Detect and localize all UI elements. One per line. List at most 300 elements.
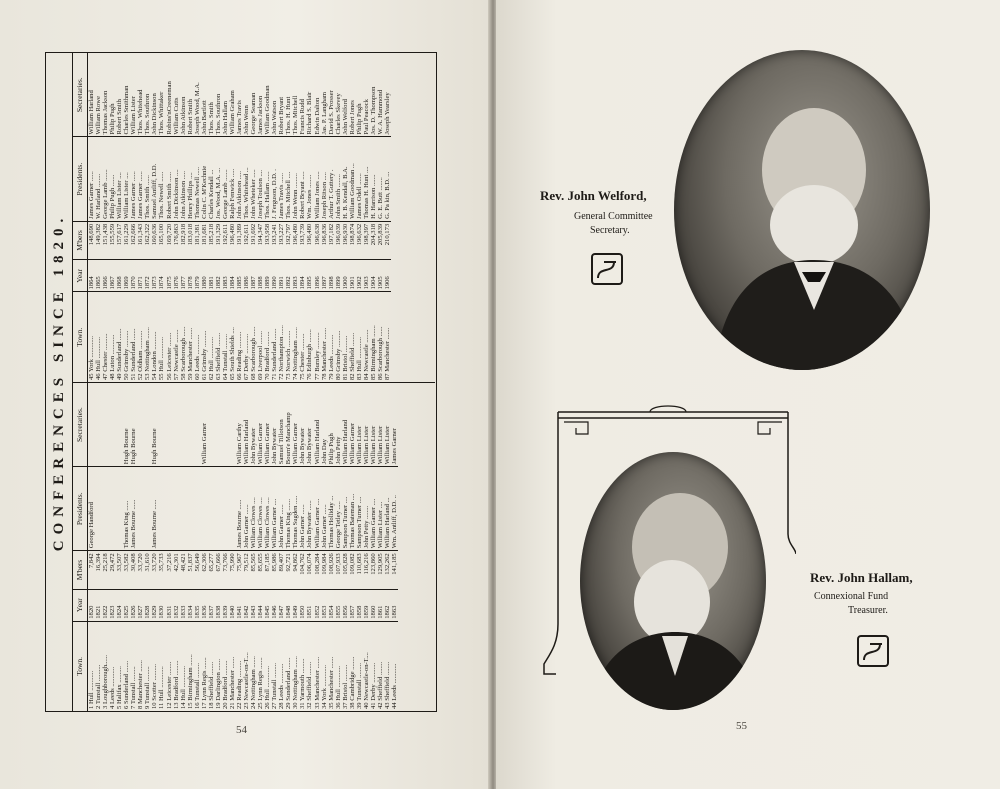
table-row — [194, 383, 201, 711]
cell-secretary: William Graham — [228, 90, 236, 135]
table-row — [137, 53, 144, 382]
cell-town: 35 Manchester ....... — [328, 621, 335, 711]
table-row — [109, 53, 116, 382]
cell-town: 74 Nottingham ....... — [292, 292, 299, 382]
cell-president: Thos. Hallam ...... — [264, 137, 271, 221]
left-page — [0, 0, 492, 789]
cell-members: 132,262 — [384, 551, 391, 589]
cell-president — [194, 467, 201, 551]
portrait-john-welford — [674, 50, 930, 370]
cell-secretary — [180, 383, 187, 467]
table-row — [271, 383, 278, 711]
cell-year: 1882 — [215, 260, 222, 292]
cell-town: 46 Hull ............. — [95, 292, 102, 382]
cell-town: 53 Nottingham ....... — [144, 292, 151, 382]
cell-secretary: Francis Rudd — [299, 99, 307, 135]
cell-town: 3 Loughborough...... — [102, 621, 109, 711]
cell-year: 1901 — [349, 260, 356, 292]
cell-year: 1895 — [306, 260, 313, 292]
cell-secretary: Joseph Wood, M.A. — [193, 82, 201, 135]
cell-year: 1831 — [166, 589, 173, 621]
cell-town: 8 Manchester ....... — [137, 621, 144, 711]
cell-members: 196,632 — [356, 221, 363, 259]
cell-year: 1873 — [151, 260, 158, 292]
cell-members: 198,874 — [349, 221, 356, 259]
cell-year: 1886 — [243, 260, 250, 292]
cell-secretary — [137, 383, 144, 467]
cell-year: 1832 — [173, 589, 180, 621]
cell-town: 27 Tunstall ......... — [271, 621, 278, 711]
cell-town: 31 Yarmouth ......... — [299, 621, 306, 711]
cell-members: 185,218 — [208, 221, 215, 259]
table-row — [306, 53, 313, 382]
cell-secretary: Thos. Smith — [207, 102, 215, 135]
cell-town: 10 Scotter .......... — [151, 621, 158, 711]
conferences-table-wrapper — [45, 52, 437, 712]
cell-president: John Garner ...... — [299, 467, 306, 551]
cell-president: Thomas Sugden ..... — [292, 467, 299, 551]
cell-secretary — [208, 383, 215, 467]
table-row — [158, 53, 165, 382]
cell-members: 165,100 — [158, 221, 165, 259]
cell-town: 1 Hull ............ — [88, 621, 96, 711]
caption-name-welford: Rev. John Welford, — [540, 188, 647, 203]
table-row — [208, 53, 215, 382]
cell-town: 64 Tunstall ......... — [222, 292, 229, 382]
cell-year: 1821 — [95, 589, 102, 621]
cell-secretary: John Watson — [271, 100, 279, 135]
cell-president: G. Pa kin, B.D. ... — [384, 137, 391, 221]
cell-year: 1881 — [208, 260, 215, 292]
cell-town: 38 Cambridge ........ — [349, 621, 356, 711]
cell-president: William Harland ... — [384, 467, 391, 551]
cell-year: 1823 — [109, 589, 116, 621]
page-number-left: 54 — [236, 724, 247, 736]
cell-town: 83 Hull ............. — [356, 292, 363, 382]
table-row — [173, 53, 180, 382]
cell-president: Thos. Smith ...... — [144, 137, 151, 221]
table-row — [384, 53, 391, 382]
cell-year: 1826 — [130, 589, 137, 621]
cell-year: 1842 — [243, 589, 250, 621]
cell-president — [102, 467, 109, 551]
cell-members: 48,421 — [180, 551, 187, 589]
table-row — [278, 383, 285, 711]
table-row — [180, 53, 187, 382]
cell-year: 1852 — [314, 589, 321, 621]
cell-members: 193,227 — [278, 221, 285, 259]
cell-town: 47 Chester .......... — [102, 292, 109, 382]
cell-town: 85 Birmingham ....... — [370, 292, 377, 382]
table-row — [250, 53, 257, 382]
table-row — [144, 53, 151, 382]
portrait-john-hallam — [580, 452, 766, 710]
table-row — [363, 53, 370, 382]
table-row — [151, 383, 158, 711]
table-row — [278, 53, 285, 382]
cell-secretary: Joseph Yearsley — [383, 92, 391, 135]
cell-town: 5 Halifax .......... — [116, 621, 123, 711]
cell-secretary: Thos. Whittaker — [158, 91, 166, 135]
cell-year: 1906 — [384, 260, 391, 292]
cell-president: J. Ferguson, D.D. . — [271, 137, 278, 221]
cell-president — [95, 467, 102, 551]
cell-members: 191,329 — [215, 221, 222, 259]
cell-year: 1849 — [292, 589, 299, 621]
caption-name-hallam: Rev. John Hallam, — [810, 570, 913, 585]
cell-town: 28 Leeds ............ — [278, 621, 285, 711]
cell-town: 36 Hull ............. — [335, 621, 342, 711]
table-row — [370, 383, 377, 711]
table-row — [243, 53, 250, 382]
cell-town: 56 Leicester ........ — [166, 292, 173, 382]
cell-president: James Garner ...... — [130, 137, 137, 221]
cell-secretary: Charles Skevey — [334, 93, 342, 135]
cell-secretary: Thos. Mitchell — [292, 95, 300, 135]
cell-town: 51 Sunderland ....... — [130, 292, 137, 382]
cell-president: Thomas Bateman .... — [349, 467, 356, 551]
cell-year: 1844 — [257, 589, 264, 621]
cell-president — [187, 467, 194, 551]
cell-members: 192,611 — [243, 221, 250, 259]
table-row — [356, 383, 363, 711]
cell-members: 196,930 — [342, 221, 349, 259]
caption-role-hallam-1: Connexional Fund — [814, 591, 889, 602]
cell-members: 73,766 — [222, 551, 229, 589]
cell-secretary: William Lister — [355, 425, 363, 465]
table-row — [328, 53, 335, 382]
table-row — [201, 383, 208, 711]
cell-secretary: John Bywater — [250, 427, 258, 465]
cell-secretary: John Day — [320, 439, 328, 465]
cell-secretary — [166, 383, 173, 467]
table-row — [123, 53, 130, 382]
table-row — [328, 383, 335, 711]
cell-town: 37 Bristol .......... — [342, 621, 349, 711]
cell-president: George Lamb ....... — [102, 137, 109, 221]
cell-members: 204,318 — [370, 221, 377, 259]
table-row — [391, 383, 398, 711]
cell-president: John Garner ...... — [243, 467, 250, 551]
table-row — [151, 53, 158, 382]
cell-town: 29 Sunderland ....... — [285, 621, 292, 711]
cell-secretary: William Lister — [130, 96, 138, 135]
cell-president: John Atkinson ..... — [236, 137, 243, 221]
cell-secretary: Robins'nCreeneman — [165, 81, 173, 135]
cell-president: Colin C. M'Kechnie — [201, 137, 208, 221]
cell-secretary — [194, 383, 201, 467]
cell-town: 72 Northampton ...... — [278, 292, 285, 382]
cell-secretary: Robert Smith — [116, 99, 124, 135]
cell-members: 191,692 — [250, 221, 257, 259]
cell-members: 181,381 — [194, 221, 201, 259]
cell-members: 191,389 — [236, 221, 243, 259]
cell-members: 109,984 — [321, 551, 328, 589]
cell-town: 59 Manchester ....... — [187, 292, 194, 382]
header-town: Town. — [73, 292, 88, 382]
cell-president: John Wheteker ..... — [250, 137, 257, 221]
cell-members: 108,926 — [328, 551, 335, 589]
header-members: M'bers — [73, 221, 88, 259]
cell-town: 40 Newcastle-on-T.... — [363, 621, 370, 711]
cell-year: 1866 — [102, 260, 109, 292]
table-row — [271, 53, 278, 382]
cell-year: 1890 — [271, 260, 278, 292]
cell-president: John Bywater ...... — [306, 467, 313, 551]
cell-members: 148,690 — [88, 221, 96, 259]
cell-year: 1892 — [285, 260, 292, 292]
cell-town: 69 Liverpool ........ — [257, 292, 264, 382]
table-row — [335, 383, 342, 711]
cell-year: 1872 — [144, 260, 151, 292]
conferences-title: CONFERENCES SINCE 1820. — [46, 53, 73, 711]
cell-town: 60 Leeds ............ — [194, 292, 201, 382]
cell-president: Charles Kendall ... — [208, 137, 215, 221]
cell-president: William Clowes .... — [257, 467, 264, 551]
cell-members: 25,218 — [102, 551, 109, 589]
table-row — [299, 53, 306, 382]
cell-secretary: William Harland — [341, 419, 349, 465]
cell-members: 33,582 — [123, 551, 130, 589]
cell-year: 1856 — [342, 589, 349, 621]
cell-secretary: William Harland — [88, 90, 95, 135]
cell-secretary: John Bywater — [306, 427, 314, 465]
cell-president: John Smith ........ — [335, 137, 342, 221]
header-members: M'bers — [73, 551, 88, 589]
cell-year: 1871 — [137, 260, 144, 292]
cell-members: 35,733 — [158, 551, 165, 589]
cell-president: Henry Phillips .... — [187, 137, 194, 221]
cell-town: 39 Tunstall ......... — [356, 621, 363, 711]
table-row — [173, 383, 180, 711]
cell-secretary — [215, 383, 222, 467]
cell-town: 45 York ............. — [88, 292, 96, 382]
cell-year: 1841 — [236, 589, 243, 621]
cell-year: 1824 — [116, 589, 123, 621]
table-half-second — [73, 53, 435, 382]
cell-president: Jos. Wood, M.A. ... — [215, 137, 222, 221]
cell-year: 1876 — [173, 260, 180, 292]
table-row — [349, 53, 356, 382]
cell-year: 1878 — [187, 260, 194, 292]
cell-town: 86 Scarborough ...... — [377, 292, 384, 382]
cell-president: G. E. Butt ........ — [377, 137, 384, 221]
cell-president: John Dickinson .... — [173, 137, 180, 221]
cell-town: 18 Sheffield ........ — [208, 621, 215, 711]
table-row — [102, 53, 109, 382]
cell-president: James Travis ...... — [278, 137, 285, 221]
cell-members: 109,082 — [349, 551, 356, 589]
cell-members: 51,837 — [187, 551, 194, 589]
cell-town: 87 Manchester ....... — [384, 292, 391, 382]
cell-president — [166, 467, 173, 551]
cell-town: 2 Tunstall .......... — [95, 621, 102, 711]
cell-members: 108,284 — [314, 551, 321, 589]
cell-secretary: Jas. P. Langham — [320, 91, 328, 135]
cell-president — [208, 467, 215, 551]
cell-secretary: Philip Pugh — [327, 433, 335, 465]
cell-year: 1894 — [299, 260, 306, 292]
cell-secretary: Thos. Southron — [144, 93, 152, 135]
cell-secretary: Jos. D. Thompson — [369, 86, 377, 135]
cell-members: 29,472 — [109, 551, 116, 589]
cell-president: James Garner ...... — [137, 137, 144, 221]
table-row — [215, 53, 222, 382]
cell-town: 7 Tunstall ......... — [130, 621, 137, 711]
cell-president — [215, 467, 222, 551]
cell-secretary: James Travis — [235, 100, 243, 135]
cell-town: 13 Bradford ......... — [173, 621, 180, 711]
cell-town: 34 York ............. — [321, 621, 328, 711]
cell-president: John Atkinson ..... — [180, 137, 187, 221]
cell-town: 55 Hull ............. — [158, 292, 165, 382]
cell-members: 183,018 — [187, 221, 194, 259]
cell-secretary: Robert Jones — [348, 100, 356, 135]
cell-members: 196,638 — [314, 221, 321, 259]
cell-town: 73 Norwich .......... — [285, 292, 292, 382]
cell-town: 63 Sheffield ........ — [215, 292, 222, 382]
cell-secretary: Samuel Tillotson — [278, 419, 286, 465]
cell-secretary: Robert Bryant — [278, 96, 286, 135]
table-row — [137, 383, 144, 711]
cell-year: 1828 — [144, 589, 151, 621]
cell-year: 1875 — [166, 260, 173, 292]
cell-year: 1874 — [158, 260, 165, 292]
cell-president: William Garner .... — [271, 467, 278, 551]
cell-president: Thos. Whitehead ... — [243, 137, 250, 221]
cell-town: 84 Newcastle ........ — [363, 292, 370, 382]
cell-secretary: William Carthy — [235, 423, 243, 465]
cell-members: 162,666 — [130, 221, 137, 259]
cell-secretary — [109, 383, 116, 467]
cell-town: 48 Luton ............ — [109, 292, 116, 382]
cell-members: 89,407 — [278, 551, 285, 589]
cell-year: 1837 — [208, 589, 215, 621]
cell-secretary: Thomas Jackson — [102, 90, 110, 135]
cell-president: Thomas H. Hunt .... — [363, 137, 370, 221]
cell-town: 22 Reading .......... — [236, 621, 243, 711]
cell-year: 1853 — [321, 589, 328, 621]
cell-members: 151,438 — [102, 221, 109, 259]
cell-members: 176,863 — [173, 221, 180, 259]
cell-town: 41 Derby ............ — [370, 621, 377, 711]
cell-secretary: George Seaman — [250, 92, 258, 135]
table-row — [229, 53, 236, 382]
table-row — [194, 53, 201, 382]
cell-town: 24 Nottingham ....... — [250, 621, 257, 711]
cell-year: 1859 — [363, 589, 370, 621]
cell-members: 141,185 — [391, 551, 398, 589]
header-year: Year — [73, 589, 88, 621]
cell-members: 181,681 — [201, 221, 208, 259]
cell-town: 30 Nottingham ....... — [292, 621, 299, 711]
cell-secretary: James Jackson — [257, 95, 265, 135]
cell-president: James Odell ....... — [356, 137, 363, 221]
cell-year: 1820 — [88, 589, 96, 621]
table-row — [166, 383, 173, 711]
cell-president: Wm. Jones ........ — [306, 137, 313, 221]
cell-year: 1884 — [229, 260, 236, 292]
cell-secretary — [102, 383, 109, 467]
cell-president: William Jones ..... — [314, 137, 321, 221]
table-row — [102, 383, 109, 711]
cell-president: Thomas King ....... — [285, 467, 292, 551]
cell-members: 196,836 — [321, 221, 328, 259]
table-row — [88, 383, 96, 711]
cell-president: H. B. Kendall, B.A. — [342, 137, 349, 221]
cell-town: 76 Edinburgh ........ — [306, 292, 313, 382]
cell-members: 33,720 — [137, 551, 144, 589]
cell-members: 193,739 — [299, 221, 306, 259]
conferences-table — [45, 52, 437, 712]
cell-members: 65,277 — [208, 551, 215, 589]
cell-town: 67 Derby ............ — [243, 292, 250, 382]
cell-secretary — [158, 383, 165, 467]
cell-year: 1858 — [356, 589, 363, 621]
cell-members: 42,301 — [173, 551, 180, 589]
cell-members: 85,655 — [257, 551, 264, 589]
cell-town: 6 Sunderland ....... — [123, 621, 130, 711]
cell-secretary: John Bywater — [299, 427, 307, 465]
cell-president: George Lamb ....... — [222, 137, 229, 221]
cell-president: William Clowes .... — [264, 467, 271, 551]
table-row — [166, 53, 173, 382]
cell-secretary: John Hallam — [221, 100, 229, 135]
cell-president: Philip Pugh ....... — [109, 137, 116, 221]
cell-secretary: William Lister — [376, 425, 384, 465]
cell-president: Thos. Newell ...... — [158, 137, 165, 221]
cell-president: John Wenn ......... — [292, 137, 299, 221]
cell-members: 129,905 — [377, 551, 384, 589]
table-row — [201, 53, 208, 382]
cell-members: 94,862 — [292, 551, 299, 589]
cell-president: Sampson Turner .... — [342, 467, 349, 551]
cell-president: Joseph Ritson ..... — [321, 137, 328, 221]
table-row — [314, 53, 321, 382]
cell-members: 194,347 — [257, 221, 264, 259]
cell-president: Ralph Fenwick ..... — [229, 137, 236, 221]
cell-secretary: Robert Smith — [186, 99, 194, 135]
table-row — [292, 53, 299, 382]
cell-members: 67,666 — [215, 551, 222, 589]
cell-secretary: John Bartlott — [200, 100, 208, 135]
cell-members: 193,958 — [264, 221, 271, 259]
cell-secretary: Bourn'e Manchamp — [285, 412, 293, 465]
cell-secretary: John Petty — [334, 436, 342, 465]
cell-year: 1829 — [151, 589, 158, 621]
cell-president: George Handford — [88, 467, 96, 551]
cell-year: 1905 — [377, 260, 384, 292]
cell-president — [109, 467, 116, 551]
cell-year: 1827 — [137, 589, 144, 621]
cell-town: 50 Grimsby .......... — [123, 292, 130, 382]
table-row — [377, 53, 384, 382]
cell-members: 56,649 — [194, 551, 201, 589]
cell-year: 1898 — [328, 260, 335, 292]
table-row — [285, 53, 292, 382]
cell-town: 81 Bristol .......... — [342, 292, 349, 382]
art-nouveau-ornament-top-icon — [590, 252, 624, 286]
cell-president: James Bourne ...... — [130, 467, 137, 551]
cell-president: James Bourne ...... — [151, 467, 158, 551]
cell-president — [116, 467, 123, 551]
cell-year: 1870 — [130, 260, 137, 292]
table-row — [257, 383, 264, 711]
cell-president: John Garner ...... — [321, 467, 328, 551]
cell-members: 157,617 — [116, 221, 123, 259]
cell-town: 42 Sheffield ........ — [377, 621, 384, 711]
cell-town: 17 Lynn Regis ....... — [201, 621, 208, 711]
